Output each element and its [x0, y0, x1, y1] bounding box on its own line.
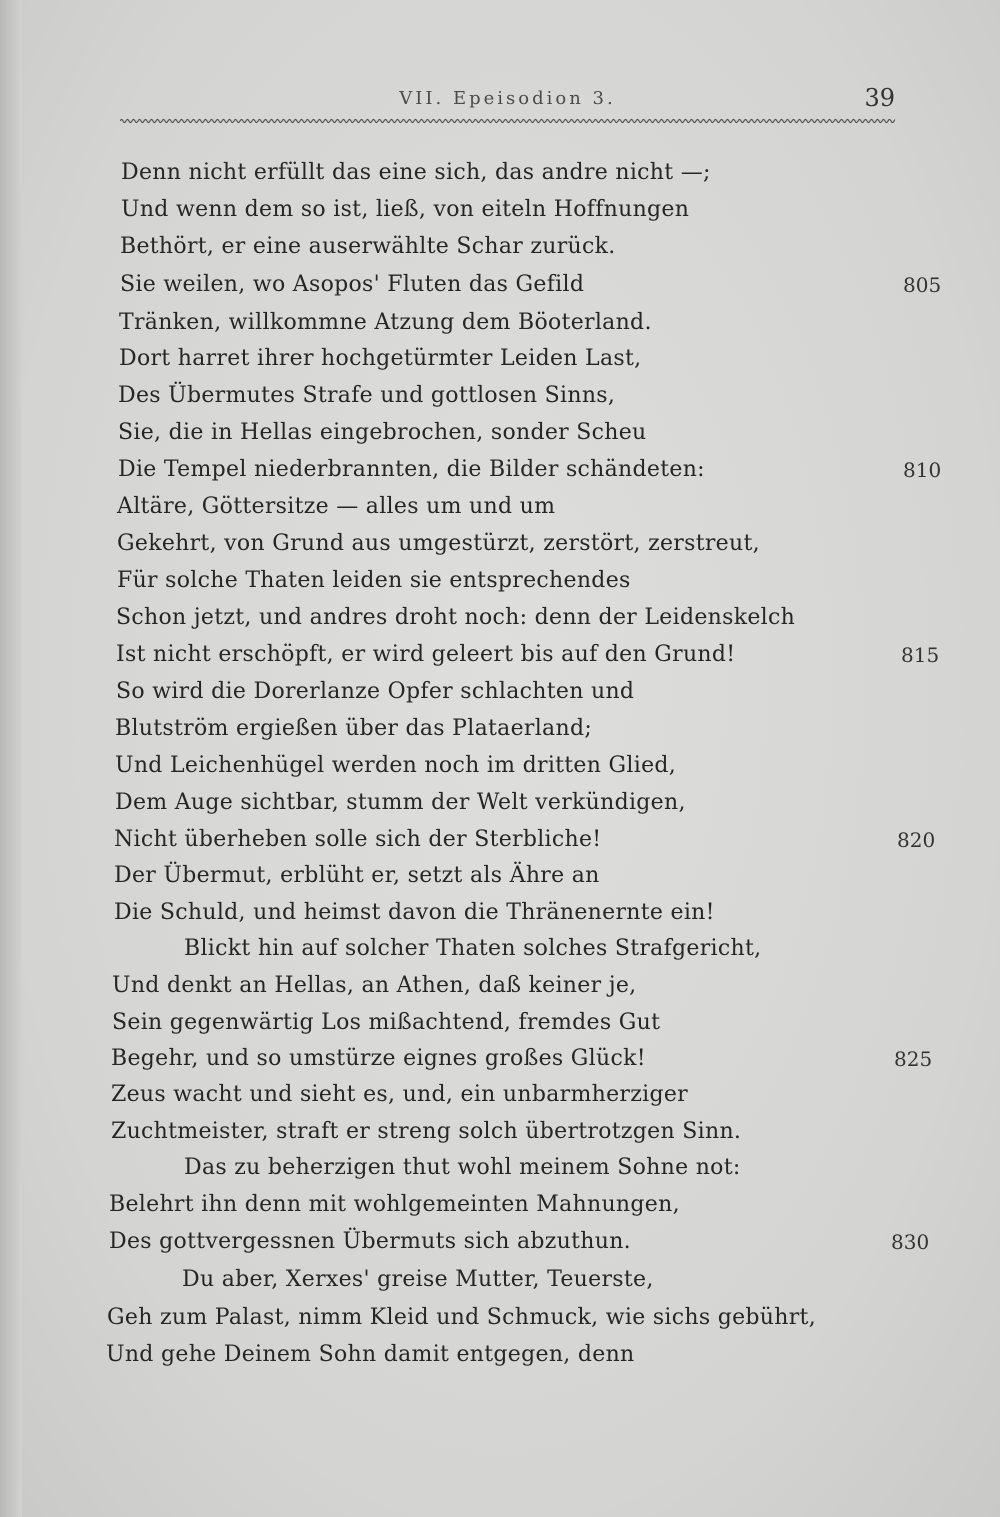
verse-line: Nicht überheben solle sich der Sterbliche! — [114, 827, 602, 852]
line-number: 820 — [897, 828, 936, 852]
page-number: 39 — [864, 84, 895, 112]
page-header — [120, 84, 895, 128]
verse-line: Du aber, Xerxes' greise Mutter, Teuerste, — [182, 1267, 654, 1292]
verse-line: Begehr, und so umstürze eignes großes Glück! — [111, 1046, 646, 1071]
line-number: 805 — [903, 273, 942, 297]
verse-line: Zeus wacht und sieht es, und, ein unbarmherziger — [111, 1082, 688, 1107]
page-spine-shadow — [0, 0, 22, 1517]
verse-line: Schon jetzt, und andres droht noch: denn der Leidenskelch — [116, 605, 796, 630]
verse-line: Und gehe Deinem Sohn damit entgegen, denn — [106, 1342, 635, 1367]
verse-line: Tränken, willkommne Atzung dem Böoterland. — [119, 310, 652, 335]
running-head: VII. Epeisodion 3. — [399, 88, 616, 109]
line-number: 815 — [901, 643, 940, 667]
verse-line: Des Übermutes Strafe und gottlosen Sinns, — [118, 383, 616, 408]
verse-line: Und denkt an Hellas, an Athen, daß keiner je, — [112, 973, 637, 998]
verse-line: Belehrt ihn denn mit wohlgemeinten Mahnungen, — [109, 1192, 680, 1217]
verse-line: Sie, die in Hellas eingebrochen, sonder Scheu — [118, 420, 647, 445]
line-number: 825 — [894, 1047, 933, 1071]
verse-line: Bethört, er eine auserwählte Schar zurück. — [120, 234, 616, 259]
verse-line: Dort harret ihrer hochgetürmter Leiden Last, — [119, 346, 642, 371]
verse-line: Und wenn dem so ist, ließ, von eiteln Hoffnungen — [121, 197, 690, 222]
verse-line: Blutström ergießen über das Plataerland; — [115, 716, 593, 741]
verse-line: Das zu beherzigen thut wohl meinem Sohne not: — [184, 1155, 741, 1180]
verse-line: Zuchtmeister, straft er streng solch übertrotzgen Sinn. — [111, 1119, 742, 1144]
verse-line: Denn nicht erfüllt das eine sich, das andre nicht —; — [121, 160, 711, 185]
verse-line: Sein gegenwärtig Los mißachtend, fremdes Gut — [112, 1010, 661, 1035]
line-number: 810 — [903, 458, 942, 482]
verse-line: Dem Auge sichtbar, stumm der Welt verkündigen, — [115, 790, 686, 815]
verse-line: So wird die Dorerlanze Opfer schlachten und — [116, 679, 635, 704]
verse-line: Der Übermut, erblüht er, setzt als Ähre an — [114, 863, 600, 888]
verse-line: Des gottvergessnen Übermuts sich abzuthun. — [109, 1229, 631, 1254]
verse-line: Altäre, Göttersitze — alles um und um — [117, 494, 556, 519]
header-wavy-rule — [120, 118, 895, 124]
verse-line: Gekehrt, von Grund aus umgestürzt, zerstört, zerstreut, — [117, 531, 760, 556]
line-number: 830 — [891, 1230, 930, 1254]
verse-line: Ist nicht erschöpft, er wird geleert bis auf den Grund! — [116, 642, 736, 667]
verse-line: Sie weilen, wo Asopos' Fluten das Gefild — [120, 272, 585, 297]
verse-line: Und Leichenhügel werden noch im dritten Glied, — [115, 753, 677, 778]
verse-line: Die Tempel niederbrannten, die Bilder schändeten: — [118, 457, 705, 482]
verse-line: Die Schuld, und heimst davon die Thränenernte ein! — [114, 900, 715, 925]
verse-line: Geh zum Palast, nimm Kleid und Schmuck, wie sichs gebührt, — [107, 1305, 816, 1330]
verse-line: Für solche Thaten leiden sie entsprechendes — [117, 568, 631, 593]
verse-line: Blickt hin auf solcher Thaten solches Strafgericht, — [184, 936, 762, 961]
